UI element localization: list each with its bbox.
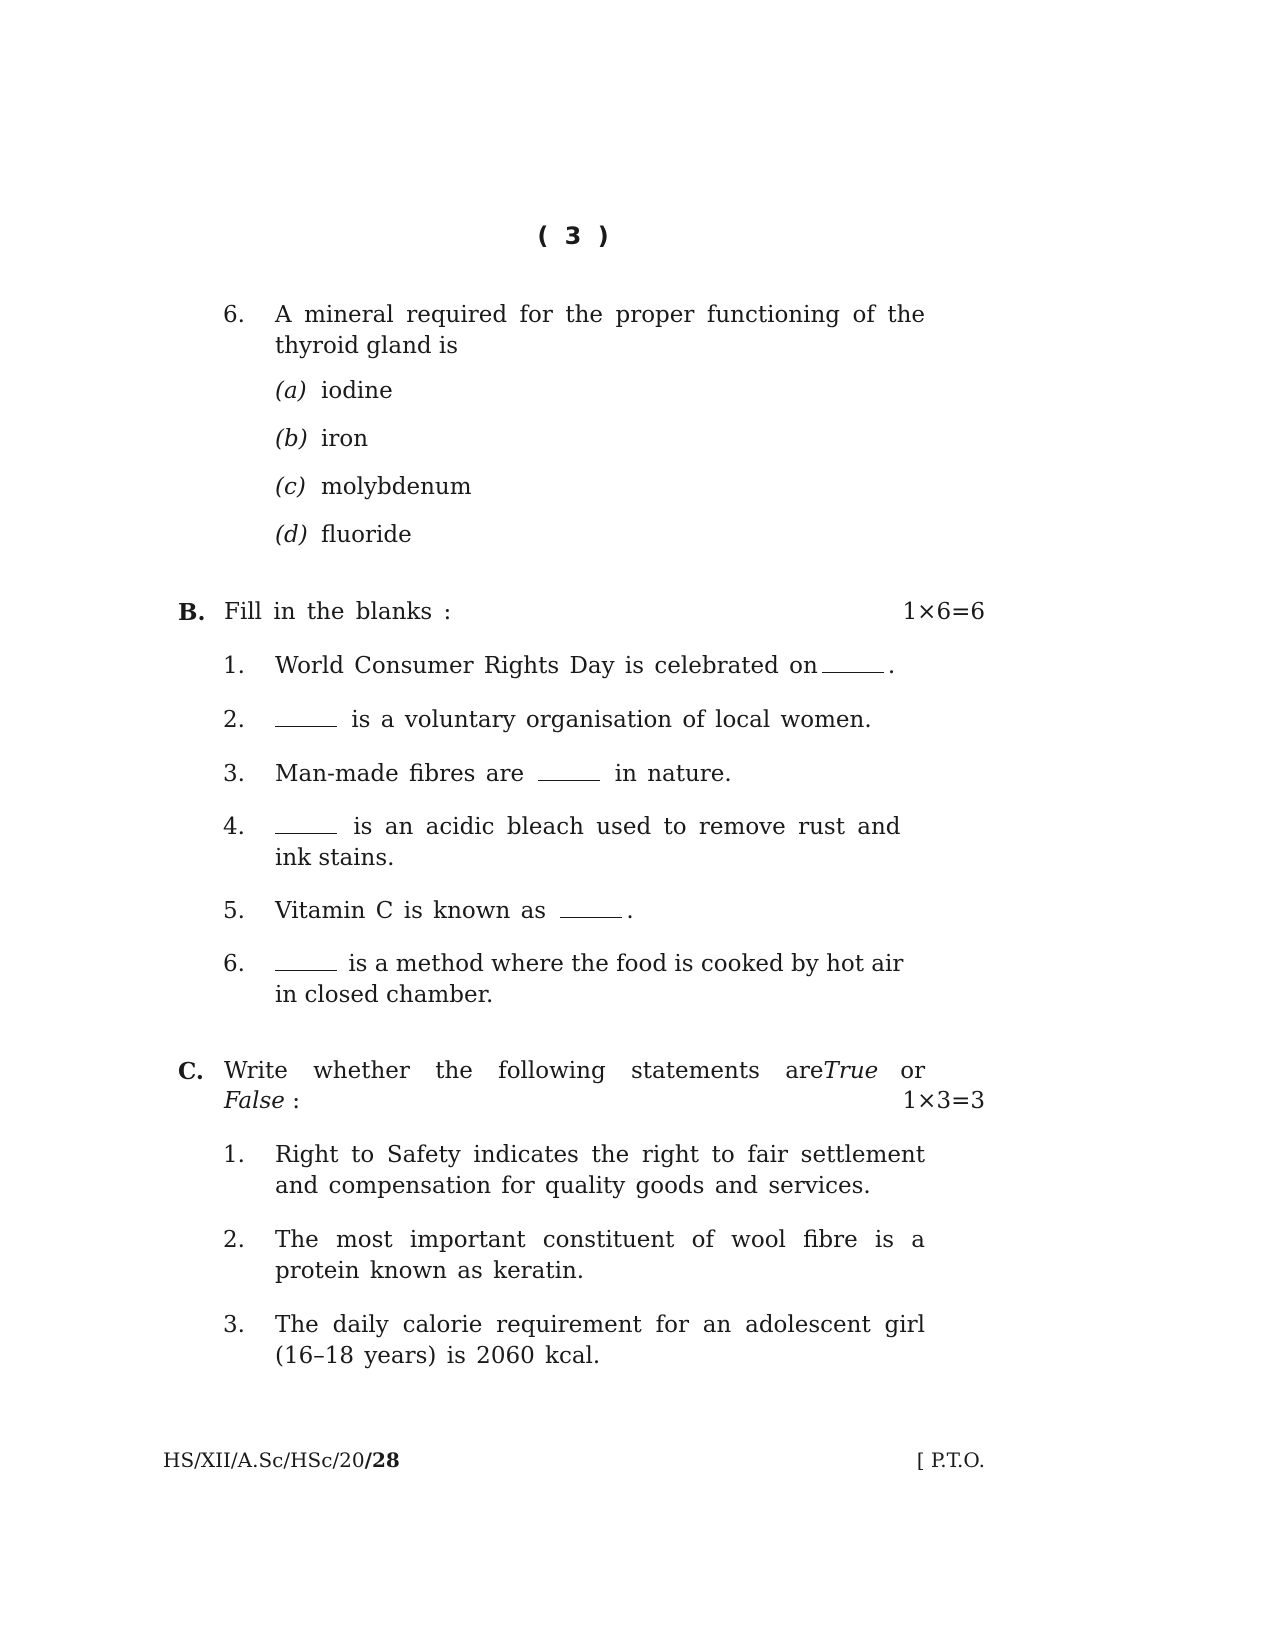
fill-item-continuation: in closed chamber. bbox=[275, 982, 494, 1008]
statement-text: protein known as keratin. bbox=[275, 1258, 585, 1284]
paper-code: HS/XII/A.Sc/HSc/20/28 bbox=[163, 1448, 400, 1472]
fill-item: World Consumer Rights Day is celebrated on . bbox=[275, 653, 896, 679]
item-number: 1. bbox=[223, 1142, 245, 1168]
statement-text: The daily calorie requirement for an adolescent girl bbox=[275, 1312, 925, 1338]
section-title: Fill in the blanks : bbox=[224, 599, 452, 625]
fill-item: is a method where the food is cooked by hot air bbox=[275, 949, 903, 980]
option-d bbox=[275, 520, 412, 551]
fill-item-continuation: ink stains. bbox=[275, 845, 395, 871]
blank bbox=[822, 652, 884, 673]
option-c bbox=[275, 472, 472, 503]
fill-item: is an acidic bleach used to remove rust and bbox=[275, 812, 901, 843]
item-number: 3. bbox=[223, 1312, 245, 1338]
statement-text: (16–18 years) is 2060 kcal. bbox=[275, 1343, 601, 1369]
question-number: 6. bbox=[223, 302, 245, 328]
item-number: 2. bbox=[223, 707, 245, 733]
fill-item: Vitamin C is known as . bbox=[275, 898, 634, 924]
option-label: (a) bbox=[275, 378, 307, 404]
blank bbox=[275, 950, 337, 971]
option-label: (b) bbox=[275, 426, 308, 452]
fill-item: Man-made fibres are in nature. bbox=[275, 761, 732, 787]
section-marks: 1×3=3 bbox=[902, 1088, 985, 1114]
true-word: True bbox=[823, 1058, 879, 1084]
section-letter: B. bbox=[178, 599, 206, 626]
item-number: 1. bbox=[223, 653, 245, 679]
blank bbox=[275, 813, 337, 834]
option-b bbox=[275, 424, 368, 455]
item-number: 4. bbox=[223, 814, 245, 840]
statement-text: and compensation for quality goods and services. bbox=[275, 1173, 871, 1199]
item-number: 3. bbox=[223, 761, 245, 787]
option-label: (d) bbox=[275, 522, 308, 548]
or-word: or bbox=[900, 1058, 926, 1084]
statement-text: The most important constituent of wool fibre is a bbox=[275, 1227, 925, 1253]
section-letter: C. bbox=[178, 1058, 204, 1085]
option-label: (c) bbox=[275, 474, 306, 500]
blank bbox=[538, 760, 600, 781]
item-number: 2. bbox=[223, 1227, 245, 1253]
question-text: thyroid gland is bbox=[275, 333, 459, 359]
section-title bbox=[224, 1056, 925, 1087]
section-title-text: Write whether the following statements are bbox=[224, 1058, 824, 1084]
section-title-line2: False : bbox=[224, 1088, 300, 1114]
section-marks: 1×6=6 bbox=[902, 599, 985, 625]
blank bbox=[275, 706, 337, 727]
option-text: iron bbox=[321, 426, 369, 452]
fill-item: is a voluntary organisation of local women. bbox=[275, 705, 872, 736]
option-text: fluoride bbox=[321, 522, 412, 548]
item-number: 6. bbox=[223, 951, 245, 977]
option-text: iodine bbox=[321, 378, 393, 404]
option-text: molybdenum bbox=[321, 474, 472, 500]
statement-text: Right to Safety indicates the right to fair settlement bbox=[275, 1142, 925, 1168]
option-a bbox=[275, 376, 393, 407]
item-number: 5. bbox=[223, 898, 245, 924]
question-text: A mineral required for the proper functioning of the bbox=[275, 302, 925, 328]
pto-label: [ P.T.O. bbox=[916, 1448, 985, 1472]
blank bbox=[560, 897, 622, 918]
page-number: ( 3 ) bbox=[537, 222, 613, 250]
